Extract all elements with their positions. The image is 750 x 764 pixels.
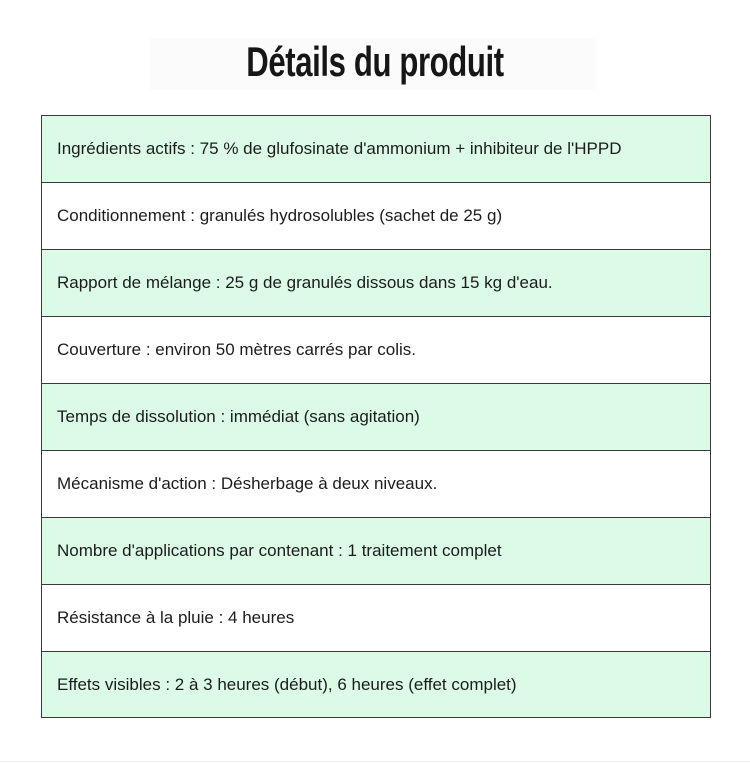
row-text-rain-resistance: Résistance à la pluie : 4 heures [57,608,295,627]
bottom-divider [0,761,750,762]
table-row [42,250,710,317]
table-row [42,116,710,183]
table-row [42,317,710,384]
table-row [42,384,710,451]
row-text-coverage: Couverture : environ 50 mètres carrés par colis. [57,340,417,359]
table-row [42,652,710,717]
row-text-visible-effects: Effets visibles : 2 à 3 heures (début), 6 heures (effet complet) [57,674,517,694]
table-row [42,585,710,652]
row-text-applications: Nombre d'applications par contenant : 1 traitement complet [57,541,502,560]
row-text-dissolution-time: Temps de dissolution : immédiat (sans agitation) [57,407,420,426]
row-text-packaging: Conditionnement : granulés hydrosolubles (sachet de 25 g) [57,206,503,225]
row-text-active-ingredients: Ingrédients actifs : 75 % de glufosinate d'ammonium + inhibiteur de l'HPPD [57,139,622,158]
table-row [42,451,710,518]
row-text-mechanism: Mécanisme d'action : Désherbage à deux niveaux. [57,474,438,493]
row-text-mixing-ratio: Rapport de mélange : 25 g de granulés dissous dans 15 kg d'eau. [57,273,553,292]
table-row [42,183,710,250]
page-title: Détails du produit [246,38,504,85]
product-details-table [41,115,711,718]
table-row [42,518,710,585]
